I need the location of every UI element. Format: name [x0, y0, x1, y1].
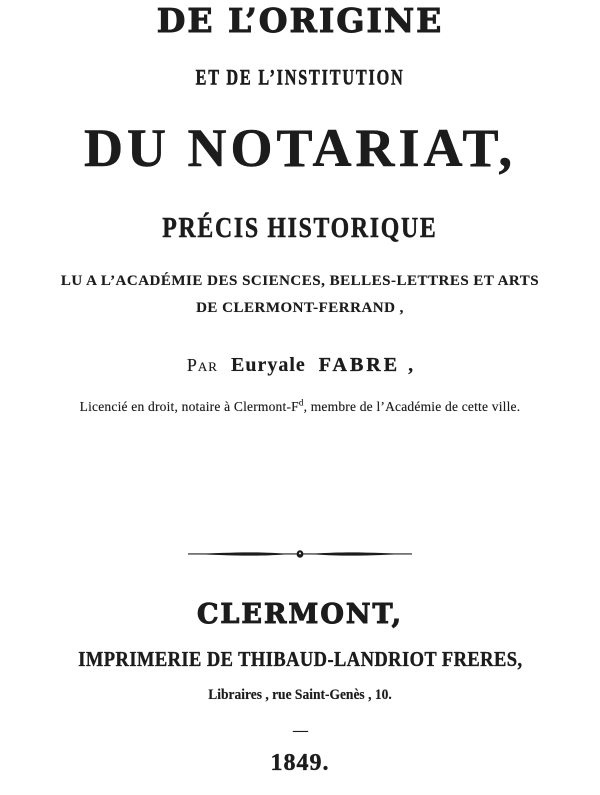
credentials-part-2: , membre de l’Académie de cette ville. — [303, 399, 521, 414]
byline — [0, 355, 600, 375]
byline-prefix: Par — [186, 355, 218, 375]
presentation-line-2: DE CLERMONT-FERRAND , — [196, 300, 404, 316]
main-title: DU NOTARIAT, — [83, 118, 516, 178]
byline-trailing-comma: , — [408, 354, 414, 376]
title-overline-1: DE L’ORIGINE — [156, 1, 444, 40]
credentials-superscript: d — [298, 397, 304, 408]
presentation-line-1: LU A L’ACADÉMIE DES SCIENCES, BELLES-LETTRES ET ARTS — [60, 273, 540, 289]
subtitle — [0, 215, 600, 243]
swelled-rule-ornament — [188, 548, 412, 560]
author-credentials — [0, 397, 600, 414]
credentials-part-1: Licencié en droit, notaire à Clermont-F — [79, 399, 299, 414]
imprint-divider-dash: — — [293, 723, 307, 739]
imprint-address — [0, 688, 600, 703]
title-overline-2 — [0, 64, 600, 90]
author-last-name: FABRE — [318, 354, 401, 376]
imprint-address-text: Libraires , rue Saint-Genès , 10. — [208, 687, 392, 703]
title-overline-2-text: ET DE L’INSTITUTION — [195, 64, 405, 90]
author-first-name: Euryale — [230, 354, 306, 376]
imprint-printer — [0, 649, 600, 670]
subtitle-text: PRÉCIS HISTORIQUE — [162, 213, 438, 244]
imprint-year: 1849. — [270, 750, 330, 776]
imprint-city: CLERMONT, — [196, 599, 404, 630]
imprint-printer-text: IMPRIMERIE DE THIBAUD-LANDRIOT FRERES, — [77, 647, 523, 671]
ornament-row — [0, 548, 600, 564]
